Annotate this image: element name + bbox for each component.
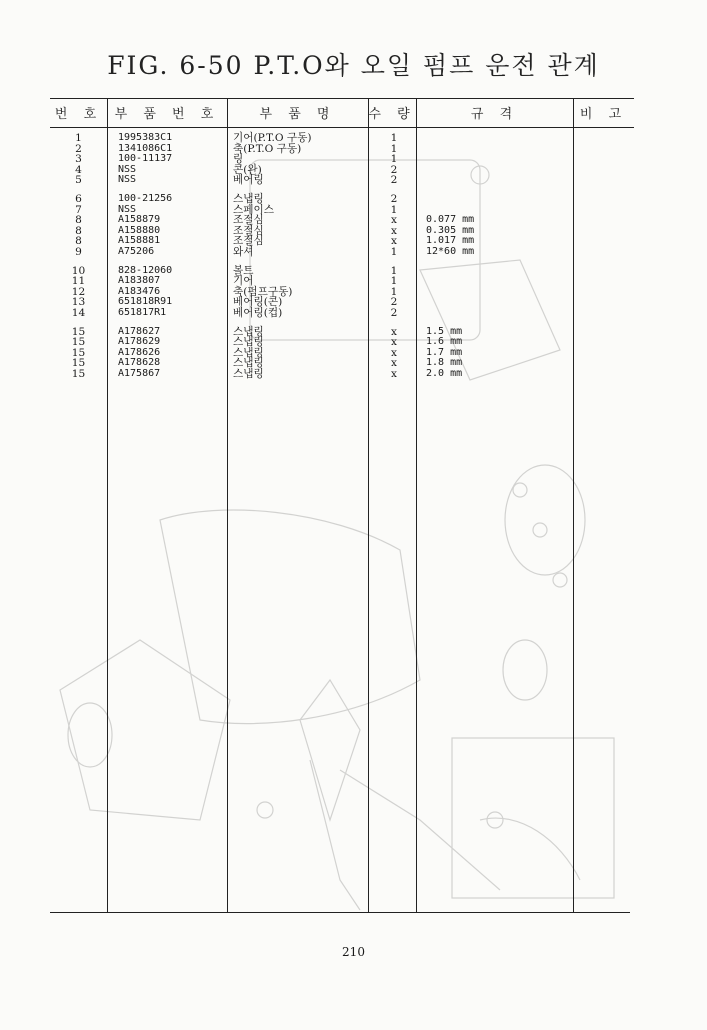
row-part-no: NSS [118, 203, 137, 215]
row-part-no: 100-11137 [118, 153, 173, 165]
row-spec: 1.5 mm [426, 325, 463, 337]
row-qty: 1 [390, 285, 398, 298]
row-spec: 0.305 mm [426, 224, 475, 236]
row-qty: 1 [390, 153, 398, 166]
row-no: 5 [75, 174, 82, 187]
table-row [50, 369, 634, 380]
row-part-name: 기어(P.T.O 구동) [233, 132, 312, 144]
header-part-name: 부 품 명 [259, 107, 336, 122]
row-qty: x [391, 224, 397, 237]
row-qty: 1 [390, 264, 398, 277]
page-number: 210 [342, 945, 365, 959]
row-no: 2 [75, 142, 82, 155]
row-part-name: 조절심 [233, 214, 264, 227]
row-part-no: A175867 [118, 367, 161, 379]
row-spec: 1.8 mm [426, 357, 463, 369]
row-no: 12 [71, 285, 86, 298]
row-part-no: A158880 [118, 224, 161, 236]
row-part-no: A158881 [118, 235, 161, 247]
row-part-name: 베어링 [233, 174, 264, 187]
row-spec: 1.6 mm [426, 336, 463, 348]
table-bottom-rule [50, 912, 630, 913]
row-qty: x [391, 325, 397, 338]
row-part-name: 스냅링 [233, 367, 264, 380]
row-part-name: 조절심 [233, 235, 264, 248]
row-part-no: NSS [118, 174, 137, 186]
row-no: 7 [75, 203, 82, 216]
row-qty: 1 [390, 132, 398, 144]
row-qty: x [391, 235, 397, 248]
row-part-name: 스냅링 [233, 336, 264, 349]
row-qty: x [391, 214, 397, 227]
row-no: 10 [71, 264, 86, 277]
row-part-name: 축(펌프구동) [233, 285, 293, 298]
row-part-no: 100-21256 [118, 192, 173, 204]
row-part-name: 링 [233, 153, 244, 166]
row-part-no: 828-12060 [118, 264, 173, 276]
row-part-name: 콘(완) [233, 163, 262, 176]
row-part-no: A158879 [118, 214, 161, 226]
row-no: 15 [71, 336, 86, 349]
row-no: 13 [71, 296, 86, 309]
row-part-no: A178627 [118, 325, 161, 337]
row-qty: 2 [390, 174, 398, 187]
row-part-name: 스냅링 [233, 357, 264, 370]
table-row [50, 165, 634, 176]
row-spec: 1.017 mm [426, 235, 475, 247]
row-qty: 1 [390, 275, 398, 288]
row-part-no: 1341086C1 [118, 142, 173, 154]
row-no: 15 [71, 325, 86, 338]
row-qty: 2 [390, 163, 398, 176]
row-no: 4 [75, 163, 82, 176]
parts-table-body [50, 133, 634, 379]
row-no: 6 [75, 192, 82, 205]
row-no: 8 [75, 235, 82, 248]
row-part-no: A178628 [118, 357, 161, 369]
row-qty: x [391, 357, 397, 370]
row-part-name: 축(P.T.O 구동) [233, 142, 302, 155]
row-part-name: 베어링(콘) [233, 296, 283, 309]
row-no: 15 [71, 357, 86, 370]
row-qty: 1 [390, 245, 398, 258]
row-qty: 2 [390, 296, 398, 309]
page-title: FIG. 6-50 P.T.O와 오일 펌프 운전 관계 [107, 51, 600, 80]
row-part-no: 651817R1 [118, 306, 167, 318]
row-spec: 2.0 mm [426, 367, 463, 379]
header-no: 번 호 [54, 107, 103, 122]
row-qty: x [391, 336, 397, 349]
table-row [50, 194, 634, 205]
row-spec: 0.077 mm [426, 214, 475, 226]
row-part-name: 볼트 [233, 264, 254, 277]
row-no: 8 [75, 224, 82, 237]
row-no: 15 [71, 346, 86, 359]
row-part-no: A183807 [118, 275, 161, 287]
row-part-no: A178626 [118, 346, 161, 358]
row-part-name: 기어 [233, 275, 254, 288]
table-top-rule [50, 98, 634, 99]
row-spec: 1.7 mm [426, 346, 463, 358]
table-row [50, 308, 634, 319]
row-no: 14 [71, 306, 86, 319]
row-qty: 2 [390, 192, 398, 205]
header-spec: 규 격 [470, 107, 519, 122]
row-part-no: 1995383C1 [118, 132, 173, 143]
row-no: 9 [75, 245, 82, 258]
header-qty: 수 량 [368, 107, 416, 122]
row-qty: 1 [390, 142, 398, 155]
row-qty: x [391, 367, 397, 380]
table-row [50, 175, 634, 186]
row-part-name: 스냅링 [233, 325, 264, 338]
row-part-no: NSS [118, 163, 137, 175]
row-part-no: 651818R91 [118, 296, 173, 308]
row-no: 15 [71, 367, 86, 380]
row-part-name: 스페이스 [233, 203, 274, 216]
row-no: 11 [71, 275, 86, 288]
table-row [50, 154, 634, 165]
row-part-no: A75206 [118, 245, 155, 257]
row-qty: x [391, 346, 397, 359]
row-part-name: 스냅링 [233, 192, 264, 205]
row-part-no: A178629 [118, 336, 161, 348]
row-no: 1 [75, 132, 82, 144]
row-part-name: 스냅링 [233, 346, 264, 359]
row-qty: 1 [390, 203, 398, 216]
row-no: 3 [75, 153, 82, 166]
header-bottom-rule [50, 127, 634, 128]
table-row [50, 247, 634, 258]
row-qty: 2 [390, 306, 398, 319]
row-part-name: 베어링(컵) [233, 306, 283, 319]
row-part-name: 조절심 [233, 224, 264, 237]
row-part-name: 와셔 [233, 245, 254, 258]
row-part-no: A183476 [118, 285, 161, 297]
row-no: 8 [75, 214, 82, 227]
row-spec: 12*60 mm [426, 245, 475, 257]
header-part-no: 부 품 번 호 [114, 107, 220, 122]
table-row [50, 133, 634, 144]
header-remark: 비 고 [579, 107, 628, 122]
